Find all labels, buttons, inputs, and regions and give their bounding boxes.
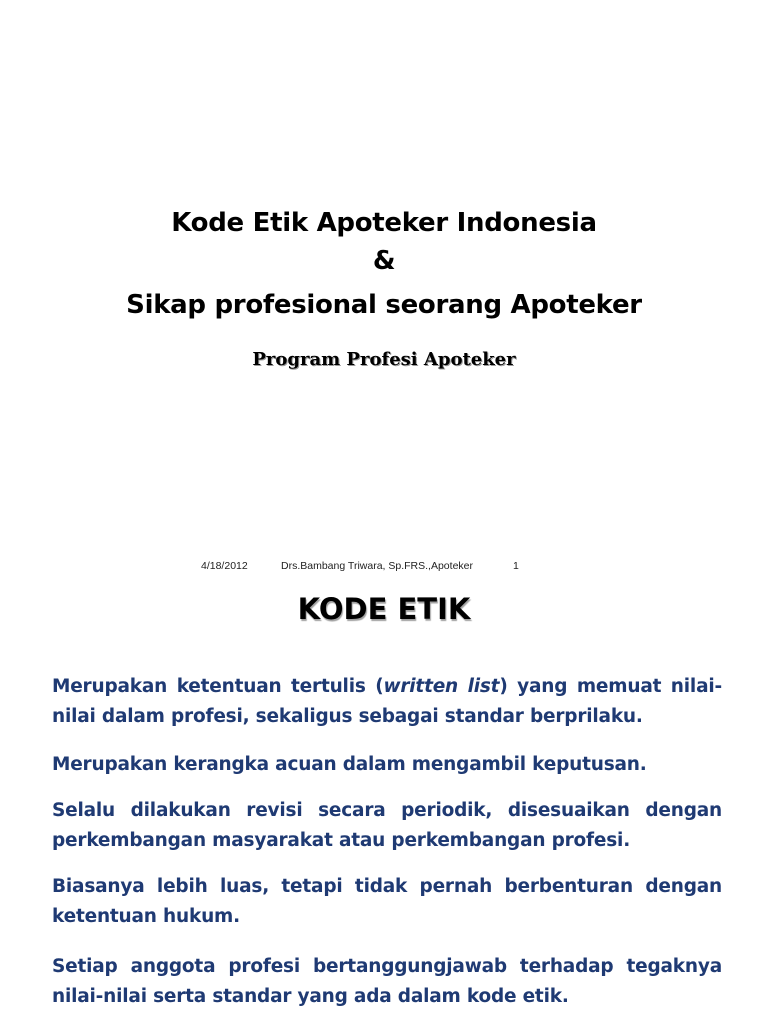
content-slide: [0, 584, 768, 1024]
paragraph-1: [52, 672, 722, 732]
footer-date: 4/18/2012: [201, 560, 248, 572]
slide-title-ampersand: &: [372, 246, 396, 276]
paragraph-3: Selalu dilakukan revisi secara periodik, disesuaikan dengan perkembangan masyarakat atau perkembangan profesi.: [52, 800, 722, 851]
paragraph-1-text-start: Merupakan ketentuan tertulis (: [52, 676, 384, 697]
paragraph-1-italic-term: written list: [383, 676, 500, 697]
footer-page-number: 1: [513, 560, 519, 572]
footer-author: Drs.Bambang Triwara, Sp.FRS.,Apoteker: [281, 560, 473, 572]
slide-subtitle: Program Profesi Apoteker: [252, 349, 516, 370]
paragraph-2: Merupakan kerangka acuan dalam mengambil keputusan.: [52, 754, 647, 775]
slide-title-line-3: Sikap profesional seorang Apoteker: [126, 290, 642, 320]
slide-heading: KODE ETIK: [297, 592, 471, 626]
slide-title-line-1: Kode Etik Apoteker Indonesia: [171, 208, 597, 238]
paragraph-5: Setiap anggota profesi bertanggungjawab terhadap tegaknya nilai-nilai serta standar yang ada dalam kode etik.: [52, 956, 722, 1007]
paragraph-1-text-end: ) yang memuat nilai-nilai dalam profesi, sekaligus sebagai standar berprilaku.: [52, 676, 722, 727]
paragraph-4: Biasanya lebih luas, tetapi tidak pernah berbenturan dengan ketentuan hukum.: [52, 876, 722, 927]
